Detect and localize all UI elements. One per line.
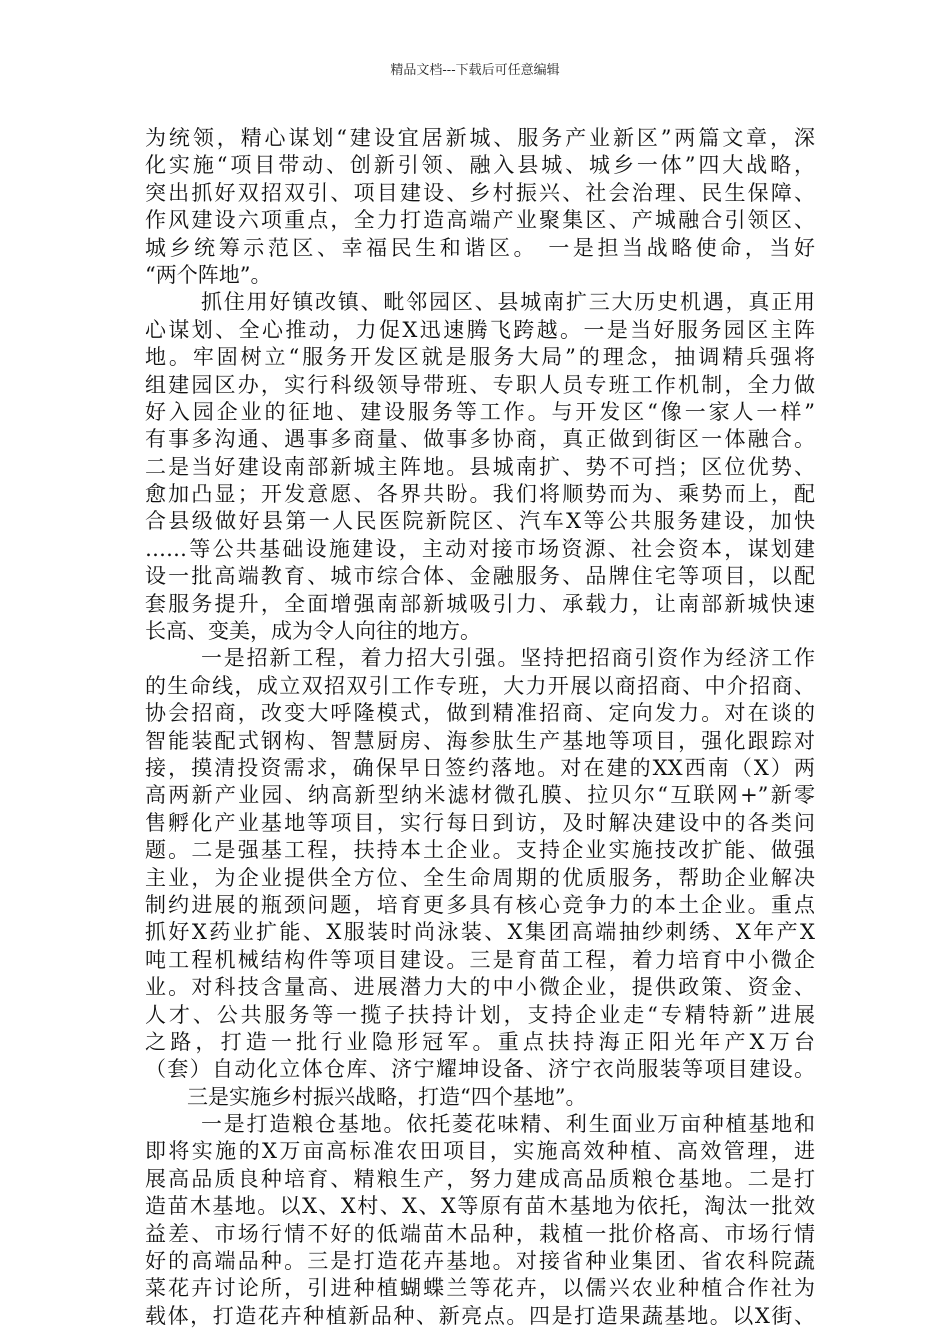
text-line: 作风建设六项重点，全力打造高端产业聚集区、产城融合引领区、 (145, 208, 815, 233)
text-line: 主业，为企业提供全方位、全生命周期的优质服务，帮助企业解决 (145, 865, 815, 890)
text-line: 地。牢固树立“服务开发区就是服务大局”的理念，抽调精兵强将 (145, 345, 815, 370)
text-line: 智能装配式钢构、智慧厨房、海参肽生产基地等项目，强化跟踪对 (145, 728, 815, 753)
text-line: 设一批高端教育、城市综合体、金融服务、品牌住宅等项目，以配 (145, 564, 815, 589)
text-line: “两个阵地”。 (145, 262, 272, 287)
text-line: 题。二是强基工程，扶持本土企业。支持企业实施技改扩能、做强 (145, 838, 815, 863)
text-line: 突出抓好双招双引、项目建设、乡村振兴、社会治理、民生保障、 (145, 180, 815, 205)
text-line: 好的高端品种。三是打造花卉基地。对接省种业集团、省农科院蔬 (145, 1249, 815, 1274)
text-line: 长高、变美，成为令人向往的地方。 (145, 619, 481, 644)
text-line: 业。对科技含量高、进展潜力大的中小微企业，提供政策、资金、 (145, 975, 815, 1000)
document-body (145, 125, 815, 1330)
text-line: 三是实施乡村振兴战略，打造“四个基地”。 (187, 1084, 587, 1109)
text-line: 组建园区办，实行科级领导带班、专职人员专班工作机制，全力做 (145, 372, 815, 397)
text-line: 合县级做好县第一人民医院新院区、汽车X等公共服务建设，加快 (145, 509, 815, 534)
page-header: 精品文档---下载后可任意编辑 (390, 63, 560, 78)
text-line: 之路，打造一批行业隐形冠军。重点扶持海正阳光年产X万台 (145, 1029, 815, 1054)
text-line: （套）自动化立体仓库、济宁耀坤设备、济宁衣尚服装等项目建设。 (145, 1057, 815, 1082)
text-line: 好入园企业的征地、建设服务等工作。与开发区“像一家人一样” (145, 399, 815, 424)
text-line: 有事多沟通、遇事多商量、做事多协商，真正做到街区一体融合。 (145, 427, 815, 452)
text-line: 化实施“项目带动、创新引领、融入县城、城乡一体”四大战略， (145, 153, 815, 178)
text-line: 载体，打造花卉种植新品种、新亮点。四是打造果蔬基地。以X街、 (145, 1303, 815, 1328)
text-line: 高两新产业园、纳高新型纳米滤材微孔膜、拉贝尔“互联网+”新零 (145, 783, 815, 808)
text-line: 城乡统筹示范区、幸福民生和谐区。 一是担当战略使命，当好 (145, 235, 815, 260)
text-line: 吨工程机械结构件等项目建设。三是育苗工程，着力培育中小微企 (145, 947, 815, 972)
text-line: 制约进展的瓶颈问题，培育更多具有核心竞争力的本土企业。重点 (145, 892, 815, 917)
text-line: 造苗木基地。以X、X村、X、X等原有苗木基地为依托，淘汰一批效 (145, 1194, 815, 1219)
text-line: 愈加凸显；开发意愿、各界共盼。我们将顺势而为、乘势而上，配 (145, 482, 815, 507)
text-line: 抓住用好镇改镇、毗邻园区、县城南扩三大历史机遇，真正用 (201, 290, 815, 315)
text-line: 益差、市场行情不好的低端苗木品种，栽植一批价格高、市场行情 (145, 1221, 815, 1246)
text-line: 二是当好建设南部新城主阵地。县城南扩、势不可挡；区位优势、 (145, 454, 815, 479)
text-line: 套服务提升，全面增强南部新城吸引力、承载力，让南部新城快速 (145, 591, 815, 616)
text-line: 的生命线，成立双招双引工作专班，大力开展以商招商、中介招商、 (145, 673, 815, 698)
text-line: 心谋划、全心推动，力促X迅速腾飞跨越。一是当好服务园区主阵 (145, 317, 815, 342)
text-line: 一是打造粮仓基地。依托菱花味精、利生面业万亩种植基地和 (201, 1112, 815, 1137)
text-line: ……等公共基础设施建设，主动对接市场资源、社会资本，谋划建 (145, 536, 815, 561)
text-line: 接，摸清投资需求，确保早日签约落地。对在建的XX西南（X）两 (145, 755, 815, 780)
text-line: 售孵化产业基地等项目，实行每日到访，及时解决建设中的各类问 (145, 810, 815, 835)
text-line: 一是招新工程，着力招大引强。坚持把招商引资作为经济工作 (201, 646, 815, 671)
text-line: 协会招商，改变大呼隆模式，做到精准招商、定向发力。对在谈的 (145, 701, 815, 726)
text-line: 菜花卉讨论所，引进种植蝴蝶兰等花卉，以儒兴农业种植合作社为 (145, 1276, 815, 1301)
text-line: 为统领，精心谋划“建设宜居新城、服务产业新区”两篇文章，深 (145, 126, 815, 150)
text-line: 抓好X药业扩能、X服装时尚泳装、X集团高端抽纱刺绣、X年产X (145, 920, 815, 945)
text-line: 即将实施的X万亩高标准农田项目，实施高效种植、高效管理，进 (145, 1139, 815, 1164)
text-line: 人才、公共服务等一揽子扶持计划，支持企业走“专精特新”进展 (145, 1002, 815, 1027)
text-line: 展高品质良种培育、精粮生产，努力建成高品质粮仓基地。二是打 (145, 1166, 815, 1191)
